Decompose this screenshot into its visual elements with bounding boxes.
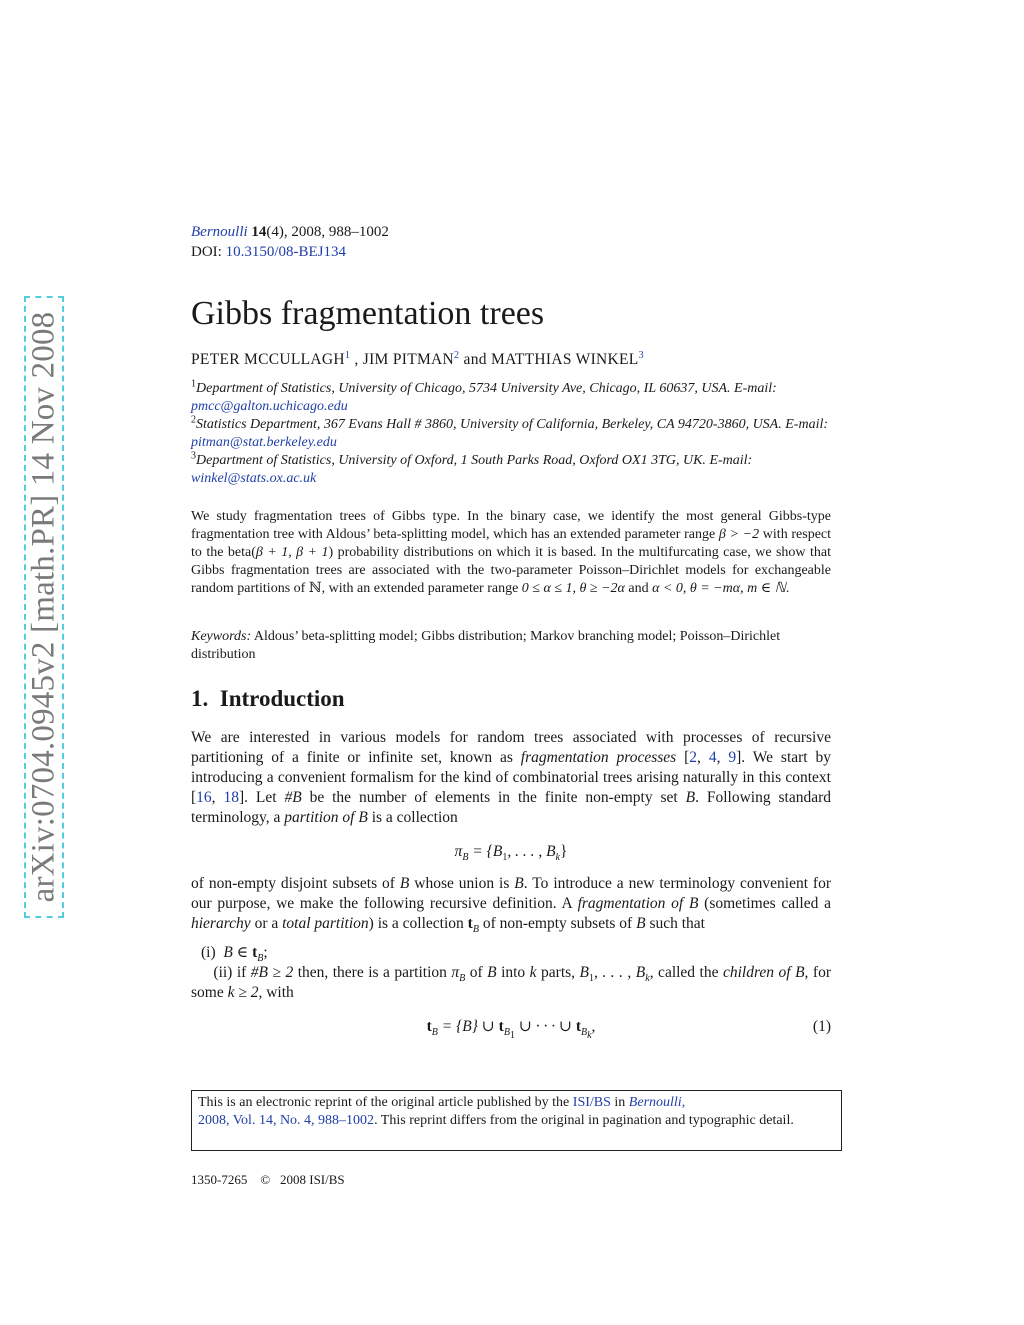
citation-link[interactable]: 16 <box>196 789 212 806</box>
math-inline: t <box>467 915 473 932</box>
text: [ <box>676 749 690 766</box>
text: then, there is a partition <box>293 964 452 981</box>
math-inline: β + 1, β + 1 <box>255 545 329 560</box>
doi-label: DOI: <box>191 244 222 260</box>
journal-name-link[interactable]: Bernoulli <box>191 224 248 240</box>
math-inline: B <box>795 964 805 981</box>
text: ]. We start by introducing a convenient formalism for the kind of combinatorial trees arising naturally in this context [ <box>191 749 831 806</box>
paragraph <box>191 874 831 934</box>
math: B <box>431 1027 438 1039</box>
math: k <box>587 1030 592 1042</box>
math: t <box>498 1018 504 1035</box>
author-list <box>191 350 831 370</box>
equation-number: (1) <box>812 1018 831 1035</box>
text: . To introduce a new terminology convenient for our purpose, we make the following recursive definition. A <box>191 875 831 912</box>
section-number: 1. <box>191 686 209 711</box>
email-label: E-mail: <box>785 417 829 432</box>
citation-link[interactable]: 9 <box>728 749 737 766</box>
text: , called the <box>649 964 723 981</box>
citation-link[interactable]: 18 <box>223 789 239 806</box>
keywords-label: Keywords: <box>191 629 252 644</box>
emphasis: children of <box>722 964 796 981</box>
text: . Following standard terminology, a <box>191 789 831 826</box>
math-inline: α < 0, θ = −mα, m ∈ ℕ <box>652 581 786 596</box>
math-inline: , . . . , B <box>594 964 646 981</box>
abstract-text: , with an extended parameter range <box>321 581 522 596</box>
author-affiliation-marker[interactable]: 1 <box>344 349 351 361</box>
journal-reference <box>191 222 831 262</box>
text: We are interested in various models for random trees associated with processes of recursive partitioning of a finite or infinite set, known as <box>191 729 831 766</box>
author-affiliation-marker[interactable]: 3 <box>638 349 644 361</box>
text: of <box>465 964 488 981</box>
math: , . . . , B <box>507 843 556 860</box>
item-label: (i) <box>201 944 216 961</box>
text: ; <box>263 944 268 961</box>
affiliation-marker: 1 <box>191 378 196 390</box>
text: of non-empty subsets of <box>478 915 637 932</box>
paper-title: Gibbs fragmentation trees <box>191 295 545 332</box>
equation-partition <box>191 842 831 862</box>
email-link[interactable]: pitman@stat.berkeley.edu <box>191 435 337 450</box>
citation-link[interactable]: 2 <box>689 749 698 766</box>
reprint-notice-box <box>191 1090 842 1151</box>
math: ∪ · · · ∪ <box>514 1018 576 1035</box>
text: ) is a collection <box>368 915 468 932</box>
math: B <box>580 1027 588 1039</box>
math-inline: B <box>459 973 466 985</box>
arxiv-sidebar[interactable] <box>24 296 64 918</box>
issn: 1350-7265 <box>191 1172 248 1187</box>
author-separator: , <box>350 351 363 368</box>
doi-link[interactable]: 10.3150/08-BEJ134 <box>225 244 346 260</box>
math-inline: B ∈ <box>223 944 253 961</box>
math-inline: #B ≥ 2 <box>250 964 294 981</box>
math-inline: B <box>472 924 479 936</box>
math-inline: t <box>252 944 258 961</box>
abstract <box>191 508 831 598</box>
math: B <box>462 852 469 864</box>
math: } <box>559 843 568 860</box>
math-inline: ℕ <box>308 581 322 596</box>
volume-link[interactable]: 2008, Vol. 14, No. 4, 988–1002 <box>198 1113 375 1128</box>
email-label: E-mail: <box>734 381 777 396</box>
math-inline: k <box>645 973 650 985</box>
copyright-icon: © <box>260 1172 271 1187</box>
math-inline: B <box>257 953 264 965</box>
email-link[interactable]: winkel@stats.ox.ac.uk <box>191 471 317 486</box>
math: = {B} ∪ <box>437 1018 499 1035</box>
isi-bs-link[interactable]: ISI/BS <box>572 1095 611 1110</box>
author-name: PETER MCCULLAGH <box>191 351 345 368</box>
text: of non-empty disjoint subsets of <box>191 875 400 892</box>
arxiv-identifier[interactable]: arXiv:0704.0945v2 [math.PR] 14 Nov 2008 <box>25 311 62 903</box>
affiliation-3 <box>191 452 831 488</box>
citation-link[interactable]: 4 <box>708 749 717 766</box>
notice-text: in <box>610 1095 629 1110</box>
text: , for some <box>191 964 831 1001</box>
text: parts, <box>536 964 580 981</box>
notice-text: , <box>681 1095 686 1110</box>
affiliation-text: Statistics Department, 367 Evans Hall # 3860, University of California, Berkeley, CA 94720-3860, USA. <box>196 417 782 432</box>
math: t <box>575 1018 581 1035</box>
text: is a collection <box>367 809 458 826</box>
keywords <box>191 628 831 664</box>
emphasis: total partition <box>282 915 369 932</box>
emphasis: partition of <box>284 809 355 826</box>
text: such that <box>645 915 705 932</box>
copyright-text: 2008 ISI/BS <box>279 1172 345 1187</box>
math: π <box>454 843 463 860</box>
math: k <box>555 852 560 864</box>
math: , <box>591 1018 596 1035</box>
text: (sometimes called a <box>698 895 831 912</box>
author-affiliation-marker[interactable]: 2 <box>454 349 460 361</box>
affiliations <box>191 380 831 488</box>
math-inline: B <box>514 875 524 892</box>
journal-issue: (4), 2008, 988–1002 <box>266 224 389 240</box>
math: t <box>426 1018 432 1035</box>
affiliation-text: Department of Statistics, University of Oxford, 1 South Parks Road, Oxford OX1 3TG, UK. <box>196 453 706 468</box>
emphasis: fragmentation of <box>577 895 689 912</box>
notice-text: . This reprint differs from the original in pagination and typographic detail. <box>374 1113 794 1128</box>
math-inline: k ≥ 2 <box>227 984 259 1001</box>
journal-volume: 14 <box>251 224 267 240</box>
bernoulli-link[interactable]: Bernoulli <box>628 1095 682 1110</box>
math-inline: B <box>358 809 368 826</box>
email-link[interactable]: pmcc@galton.uchicago.edu <box>191 399 348 414</box>
emphasis: hierarchy <box>191 915 251 932</box>
math-inline: 1 <box>589 973 594 985</box>
math-inline: k <box>529 964 537 981</box>
emphasis: fragmentation processes <box>520 749 677 766</box>
abstract-text: We study fragmentation trees of Gibbs type. In the binary case, we identify the most general Gibbs-type fragmentation tree with Aldous’ beta-splitting model, which has an extended parameter range <box>191 509 831 542</box>
text: into <box>496 964 530 981</box>
abstract-text: ) probability distributions on which it is based. In the multifurcating case, we show that Gibbs fragmentation trees are associated with the two-parameter Poisson–Dirichlet models for exchangeable random partitions of <box>191 545 831 596</box>
text: or a <box>250 915 283 932</box>
definition-item-2 <box>191 963 831 1003</box>
definition-list <box>191 943 831 1003</box>
text: whose union is <box>409 875 515 892</box>
math-inline: β > −2 <box>718 527 760 542</box>
math: 1 <box>502 852 508 864</box>
introduction-body <box>191 728 831 1049</box>
abstract-text: and <box>624 581 653 596</box>
affiliation-2 <box>191 416 831 452</box>
author-name: MATTHIAS WINKEL <box>491 351 639 368</box>
abstract-text: with respect to the beta( <box>191 527 832 560</box>
keywords-text: Aldous’ beta-splitting model; Gibbs distribution; Markov branching model; Poisson–Dirichlet distribution <box>191 629 781 662</box>
item-label: (ii) <box>213 964 233 981</box>
text: if <box>232 964 251 981</box>
math: B <box>503 1027 510 1039</box>
paragraph: We are interested in various models for random trees associated with processes of recursive partitioning of a finite or infinite set, known as fragmentation processes [2, 4, 9]. We start by introducing a convenient formalism for the kind of combinatorial trees arising naturally in this context [16, 18]. Let #B be the number of elements in the finite non-empty set B. Following standard terminology, a partition of B is a collection <box>191 729 831 826</box>
math-inline: #B <box>284 789 302 806</box>
text: be the number of elements in the finite non-empty set <box>301 789 686 806</box>
math-inline: B <box>688 895 699 912</box>
affiliation-marker: 3 <box>191 450 196 462</box>
author-name: JIM PITMAN <box>362 351 455 368</box>
text: , with <box>258 984 294 1001</box>
abstract-text: . <box>785 581 790 596</box>
math-inline: B <box>636 915 646 932</box>
affiliation-marker: 2 <box>191 414 196 426</box>
section-title: Introduction <box>219 686 345 711</box>
affiliation-1 <box>191 380 831 416</box>
email-label: E-mail: <box>709 453 753 468</box>
author-separator: and <box>459 351 491 368</box>
footer <box>191 1171 831 1189</box>
section-heading <box>191 684 831 714</box>
affiliation-text: Department of Statistics, University of Chicago, 5734 University Ave, Chicago, IL 60637, USA. <box>196 381 731 396</box>
math-inline: B <box>685 789 696 806</box>
equation-1 <box>191 1017 831 1042</box>
math: = {B <box>468 843 503 860</box>
definition-item-1 <box>191 943 831 963</box>
math-inline: π <box>451 964 460 981</box>
math-inline: B <box>579 964 589 981</box>
math-inline: B <box>487 964 497 981</box>
math-inline: B <box>399 875 410 892</box>
math: 1 <box>509 1030 515 1042</box>
math-inline: 0 ≤ α ≤ 1, θ ≥ −2α <box>521 581 625 596</box>
notice-text: This is an electronic reprint of the original article published by the <box>198 1095 573 1110</box>
text: ]. Let <box>238 789 285 806</box>
